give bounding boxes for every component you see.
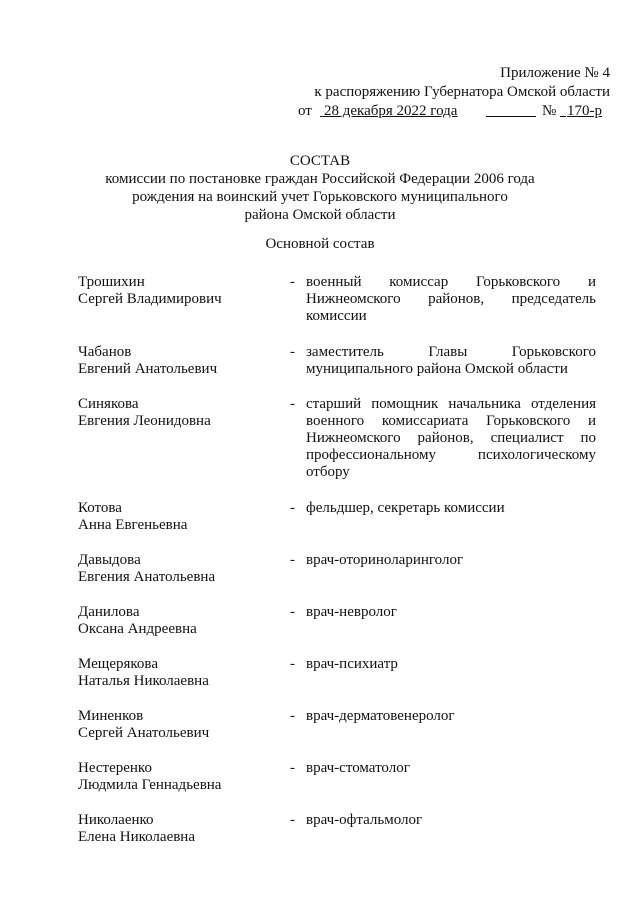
member-role: врач-дерматовенеролог <box>306 708 455 724</box>
member-surname: Котова <box>78 500 122 516</box>
member-given-name: Евгений Анатольевич <box>78 361 218 377</box>
member-surname: Данилова <box>78 604 140 620</box>
member-name <box>78 708 278 742</box>
member-given-name: Сергей Владимирович <box>78 291 222 307</box>
member-given-name: Сергей Анатольевич <box>78 725 210 741</box>
member-given-name: Людмила Геннадьевна <box>78 777 222 793</box>
member-surname: Чабанов <box>78 344 132 360</box>
title-line-1: СОСТАВ <box>289 153 351 169</box>
member-name <box>78 396 278 430</box>
number-sign: № <box>542 103 557 119</box>
member-role: врач-стоматолог <box>306 760 410 776</box>
role-dash: - <box>290 344 295 360</box>
role-dash: - <box>290 812 295 828</box>
member-role: старший помощник начальника отделения военного комиссариата Горьковского и Нижнеомского районов, специалист по профессиональному психологическому отбору <box>306 396 596 480</box>
member-given-name: Евгения Анатольевна <box>78 569 216 585</box>
member-surname: Трошихин <box>78 274 145 290</box>
role-dash: - <box>290 760 295 776</box>
member-surname: Давыдова <box>78 552 141 568</box>
date-prefix: от <box>298 103 312 119</box>
member-given-name: Елена Николаевна <box>78 829 195 845</box>
role-dash: - <box>290 552 295 568</box>
member-name <box>78 604 278 638</box>
member-surname: Мещерякова <box>78 656 158 672</box>
section-title: Основной состав <box>265 236 375 252</box>
role-dash: - <box>290 500 295 516</box>
member-name <box>78 274 278 308</box>
member-surname: Николаенко <box>78 812 154 828</box>
member-name <box>78 344 278 378</box>
member-role: врач-психиатр <box>306 656 398 672</box>
member-surname: Нестеренко <box>78 760 152 776</box>
member-name <box>78 760 278 794</box>
role-dash: - <box>290 604 295 620</box>
member-given-name: Евгения Леонидовна <box>78 413 211 429</box>
role-dash: - <box>290 708 295 724</box>
order-number: 170-р <box>567 103 602 119</box>
member-role: врач-оториноларинголог <box>306 552 464 568</box>
title-line-2: комиссии по постановке граждан Российской Федерации 2006 года <box>105 171 535 187</box>
role-dash: - <box>290 274 295 290</box>
member-role: врач-офтальмолог <box>306 812 423 828</box>
member-surname: Синякова <box>78 396 139 412</box>
member-name <box>78 656 278 690</box>
member-given-name: Оксана Андреевна <box>78 621 197 637</box>
member-role: заместитель Главы Горьковского муниципального района Омской области <box>306 344 596 377</box>
title-line-4: района Омской области <box>244 207 396 223</box>
title-line-3: рождения на воинский учет Горьковского муниципального <box>132 189 508 205</box>
member-surname: Миненков <box>78 708 144 724</box>
order-date: 28 декабря 2022 года <box>324 103 458 119</box>
appendix-title: Приложение № 4 <box>500 65 610 81</box>
appendix-subject: к распоряжению Губернатора Омской области <box>314 84 610 100</box>
role-dash: - <box>290 656 295 672</box>
member-name <box>78 552 278 586</box>
member-role: фельдшер, секретарь комиссии <box>306 500 505 516</box>
member-given-name: Анна Евгеньевна <box>78 517 188 533</box>
member-name <box>78 500 278 534</box>
member-role: врач-невролог <box>306 604 397 620</box>
member-role: военный комиссар Горьковского и Нижнеомского районов, председатель комиссии <box>306 274 596 324</box>
member-given-name: Наталья Николаевна <box>78 673 209 689</box>
member-name <box>78 812 278 846</box>
role-dash: - <box>290 396 295 412</box>
